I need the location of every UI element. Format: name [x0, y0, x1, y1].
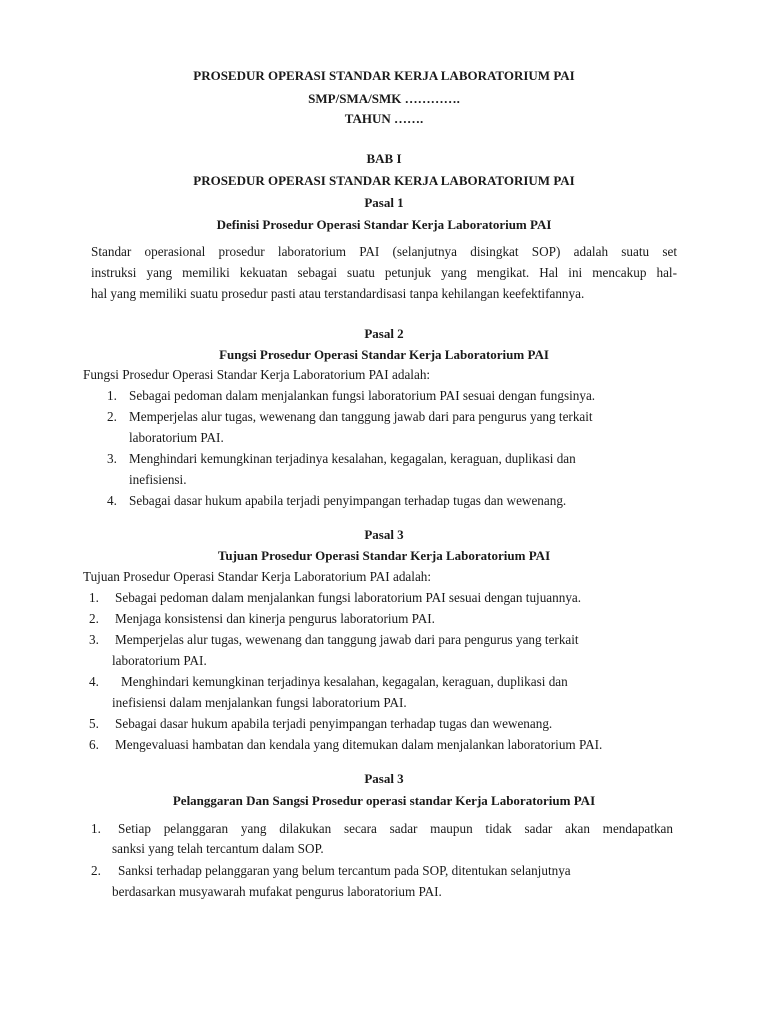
pasal-2-title: Fungsi Prosedur Operasi Standar Kerja Laboratorium PAI [219, 347, 549, 362]
list-item: Sebagai pedoman dalam menjalankan fungsi laboratorium PAI sesuai dengan tujuannya. [115, 590, 582, 605]
list-item-continuation: laboratorium PAI. [129, 430, 224, 445]
list-item-continuation: laboratorium PAI. [112, 653, 207, 668]
list-item: Menjaga konsistensi dan kinerja pengurus laboratorium PAI. [115, 611, 435, 626]
pasal-4-title: Pelanggaran Dan Sangsi Prosedur operasi standar Kerja Laboratorium PAI [172, 793, 596, 808]
list-item: Sanksi terhadap pelanggaran yang belum tercantum pada SOP, ditentukan selanjutnya [118, 863, 571, 878]
pasal-3-label: Pasal 3 [364, 527, 404, 542]
list-number: 1. [107, 388, 117, 403]
school-line: SMP/SMA/SMK …………. [308, 91, 460, 106]
list-number: 5. [89, 716, 99, 731]
list-item: Mengevaluasi hambatan dan kendala yang ditemukan dalam menjalankan laboratorium PAI. [115, 737, 603, 752]
list-item: Memperjelas alur tugas, wewenang dan tanggung jawab dari para pengurus yang terkait [115, 632, 579, 647]
list-item: Menghindari kemungkinan terjadinya kesalahan, kegagalan, keraguan, duplikasi dan [129, 451, 576, 466]
list-number: 3. [107, 451, 117, 466]
pasal-3-title: Tujuan Prosedur Operasi Standar Kerja Laboratorium PAI [217, 548, 551, 563]
list-item-continuation: sanksi yang telah tercantum dalam SOP. [112, 841, 324, 856]
list-number: 6. [89, 737, 99, 752]
list-item-continuation: berdasarkan musyawarah mufakat pengurus laboratorium PAI. [112, 884, 442, 899]
year-line: TAHUN ……. [344, 111, 424, 126]
list-item: Sebagai pedoman dalam menjalankan fungsi laboratorium PAI sesuai dengan fungsinya. [129, 388, 596, 403]
list-number: 4. [107, 493, 117, 508]
list-number: 1. [91, 821, 101, 836]
paragraph-line: instruksi yang memiliki kekuatan sebagai suatu petunjuk yang mengikat. Hal ini mencakup hal- [91, 265, 677, 280]
list-item: Sebagai dasar hukum apabila terjadi penyimpangan terhadap tugas dan wewenang. [115, 716, 553, 731]
document-title: PROSEDUR OPERASI STANDAR KERJA LABORATORIUM PAI [193, 68, 575, 83]
list-item: Setiap pelanggaran yang dilakukan secara sadar maupun tidak sadar akan mendapatkan [118, 821, 673, 836]
list-number: 2. [107, 409, 117, 424]
list-item: Sebagai dasar hukum apabila terjadi penyimpangan terhadap tugas dan wewenang. [129, 493, 567, 508]
list-number: 2. [91, 863, 101, 878]
list-item: Menghindari kemungkinan terjadinya kesalahan, kegagalan, keraguan, duplikasi dan [121, 674, 568, 689]
paragraph-line: Standar operasional prosedur laboratorium PAI (selanjutnya disingkat SOP) adalah suatu set [91, 244, 677, 259]
pasal-3-intro: Tujuan Prosedur Operasi Standar Kerja Laboratorium PAI adalah: [83, 569, 432, 584]
paragraph-line: hal yang memiliki suatu prosedur pasti atau terstandardisasi tanpa kehilangan keefektifannya. [91, 286, 585, 301]
pasal-1-paragraph [91, 241, 677, 304]
list-number: 2. [89, 611, 99, 626]
pasal-2-label: Pasal 2 [364, 326, 404, 341]
list-item: Memperjelas alur tugas, wewenang dan tanggung jawab dari para pengurus yang terkait [129, 409, 593, 424]
list-number: 3. [89, 632, 99, 647]
bab-label: BAB I [366, 151, 402, 166]
pasal-2-intro: Fungsi Prosedur Operasi Standar Kerja Laboratorium PAI adalah: [83, 367, 431, 382]
list-item-continuation: inefisiensi dalam menjalankan fungsi laboratorium PAI. [112, 695, 407, 710]
list-item-continuation: inefisiensi. [129, 472, 187, 487]
pasal-1-title: Definisi Prosedur Operasi Standar Kerja Laboratorium PAI [216, 217, 552, 232]
list-number: 4. [89, 674, 99, 689]
pasal-4-label: Pasal 3 [364, 771, 404, 786]
list-number: 1. [89, 590, 99, 605]
bab-title: PROSEDUR OPERASI STANDAR KERJA LABORATORIUM PAI [193, 173, 575, 188]
pasal-1-label: Pasal 1 [364, 195, 404, 210]
